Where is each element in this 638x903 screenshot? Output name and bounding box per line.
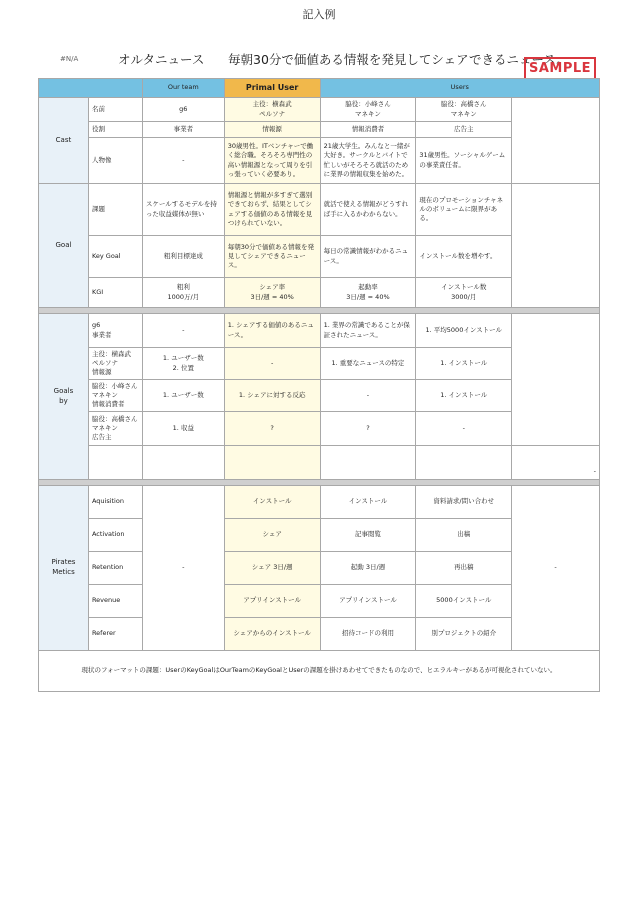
pirates-row-label: Revenue xyxy=(88,585,142,618)
goal-keygoal-cell: 毎朝30分で価値ある情報を発見してシェアできるニュース。 xyxy=(224,236,320,278)
pirates-cell: 別プロジェクトの紹介 xyxy=(416,618,512,651)
goals-by-row-label: 主役：横森武 ペルソナ 情報源 xyxy=(88,348,142,380)
cast-role-cell: 情報源 xyxy=(224,122,320,138)
goals-by-extra-row xyxy=(39,446,600,480)
goal-kgi-cell: 粗利 1000万/月 xyxy=(142,278,224,308)
pirates-row xyxy=(39,486,600,519)
cast-name-cell: 主役：横森武 ペルソナ xyxy=(224,98,320,122)
empty-cell xyxy=(142,446,224,480)
canvas-frame xyxy=(38,78,600,715)
goals-by-cell: 1. 業界の常識であることが保証されたニュース。 xyxy=(320,314,416,348)
goals-by-row-label: g6 事業者 xyxy=(88,314,142,348)
goal-keygoal-cell: 粗利目標達成 xyxy=(142,236,224,278)
document-title: 記入例 xyxy=(302,8,336,21)
goals-by-cell: 1. 平均5000インストール xyxy=(416,314,512,348)
pirates-cell: 起動 3日/週 xyxy=(320,552,416,585)
goals-by-row xyxy=(39,314,600,348)
section-cast: Cast xyxy=(39,98,89,184)
na-label: #N/A xyxy=(60,55,79,63)
goals-by-cell: 1. 重要なニュースの特定 xyxy=(320,348,416,380)
pirates-extra-cell: - xyxy=(512,486,600,651)
pirates-cell: インストール xyxy=(320,486,416,519)
header-row xyxy=(39,79,600,98)
pirates-cell: 資料請求/問い合わせ xyxy=(416,486,512,519)
goal-issue-cell: 情報源と情報が多すぎて選別できておらず、結果としてシェアする価値のある情報を見つけられていない。 xyxy=(224,184,320,236)
cast-persona-cell: 31歳男性。ソーシャルゲームの事業責任者。 xyxy=(416,138,512,184)
section-goal: Goal xyxy=(39,184,89,308)
pirates-cell: 再出稿 xyxy=(416,552,512,585)
pirates-cell: 5000インストール xyxy=(416,585,512,618)
goals-by-cell: ? xyxy=(320,412,416,446)
goals-by-cell: 1. 収益 xyxy=(142,412,224,446)
empty-cell xyxy=(88,446,142,480)
goal-keygoal-cell: インストール数を増やす。 xyxy=(416,236,512,278)
empty-cell xyxy=(416,446,512,480)
goals-by-row-label: 脇役：小峰さん マネキン 情報消費者 xyxy=(88,380,142,412)
goals-by-cell: 1. シェアに対する反応 xyxy=(224,380,320,412)
goal-keygoal-cell: 毎日の常識情報がわかるニュース。 xyxy=(320,236,416,278)
goal-issue-row xyxy=(39,184,600,236)
section-pirates: Pirates Metics xyxy=(39,486,89,651)
cast-name-cell: g6 xyxy=(142,98,224,122)
pirates-cell: シェアからのインストール xyxy=(224,618,320,651)
goals-by-row-label: 脇役：高橋さん マネキン 広告主 xyxy=(88,412,142,446)
cast-name-cell: 脇役：高橋さん マネキン xyxy=(416,98,512,122)
goals-by-cell: - xyxy=(224,348,320,380)
header-blank xyxy=(39,79,143,98)
app-name: オルタニュース xyxy=(118,52,205,67)
header-users: Users xyxy=(320,79,599,98)
goal-kgi-cell: 起動率 3日/週 = 40% xyxy=(320,278,416,308)
pirates-row-label: Retention xyxy=(88,552,142,585)
row-label-persona: 人物像 xyxy=(88,138,142,184)
empty-cell xyxy=(512,98,600,184)
goals-by-cell: 1. ユーザー数 2. 位置 xyxy=(142,348,224,380)
empty-cell xyxy=(512,184,600,308)
cast-name-row xyxy=(39,98,600,122)
empty-cell xyxy=(224,446,320,480)
format-note: 現状のフォーマットの課題：UserのKeyGoalはOurTeamのKeyGoalとUserの課題を掛けあわせてできたものなので、ヒエラルキーがあるが可視化されていない。 xyxy=(39,651,600,692)
pirates-cell: 出稿 xyxy=(416,519,512,552)
cast-name-cell: 脇役：小峰さん マネキン xyxy=(320,98,416,122)
goals-by-cell: ? xyxy=(224,412,320,446)
goals-by-cell: - xyxy=(416,412,512,446)
tagline: 毎朝30分で価値ある情報を発見してシェアできるニュース。 xyxy=(228,52,569,67)
pirates-cell: 招待コードの利用 xyxy=(320,618,416,651)
pirates-cell: アプリインストール xyxy=(224,585,320,618)
cast-persona-cell: - xyxy=(142,138,224,184)
goal-kgi-cell: インストール数 3000/月 xyxy=(416,278,512,308)
goal-kgi-cell: シェア率 3日/週 = 40% xyxy=(224,278,320,308)
goals-by-extra-cell: - xyxy=(512,446,600,480)
header-primal-user: Primal User xyxy=(224,79,320,98)
row-label-role: 役割 xyxy=(88,122,142,138)
goals-by-cell: 1. ユーザー数 xyxy=(142,380,224,412)
sample-stamp: SAMPLE xyxy=(524,57,596,80)
pirates-cell: シェア 3日/週 xyxy=(224,552,320,585)
row-label-issue: 課題 xyxy=(88,184,142,236)
goals-by-cell: 1. シェアする価値のあるニュース。 xyxy=(224,314,320,348)
header-our-team: Our team xyxy=(142,79,224,98)
goal-issue-cell: 現在のプロモーションチャネルのボリュームに限界がある。 xyxy=(416,184,512,236)
cast-persona-cell: 21歳大学生。みんなと一緒が大好き。サークルとバイトで忙しいがそろそろ就活のために業界の情報収集を始めた。 xyxy=(320,138,416,184)
goals-by-cell: - xyxy=(142,314,224,348)
note-row xyxy=(39,651,600,692)
cast-role-cell: 情報消費者 xyxy=(320,122,416,138)
pirates-cell: アプリインストール xyxy=(320,585,416,618)
empty-cell xyxy=(512,314,600,446)
pirates-row-label: Referer xyxy=(88,618,142,651)
pirates-cell: インストール xyxy=(224,486,320,519)
cast-role-cell: 事業者 xyxy=(142,122,224,138)
section-goals-by: Goals by xyxy=(39,314,89,480)
cast-persona-cell: 30歳男性。ITベンチャーで働く総合職。そろそろ専門性の高い情報源となって周りを引っ張っていく必要あり。 xyxy=(224,138,320,184)
pirates-row-label: Aquisition xyxy=(88,486,142,519)
row-label-name: 名前 xyxy=(88,98,142,122)
goal-issue-cell: 就活で使える情報がどうすれば手に入るかわからない。 xyxy=(320,184,416,236)
pirates-cell: シェア xyxy=(224,519,320,552)
goals-by-cell: - xyxy=(320,380,416,412)
goal-issue-cell: スケールするモデルを持った収益媒体が無い xyxy=(142,184,224,236)
pirates-row-label: Activation xyxy=(88,519,142,552)
row-label-keygoal: Key Goal xyxy=(88,236,142,278)
row-label-kgi: KGI xyxy=(88,278,142,308)
goals-by-cell: 1. インストール xyxy=(416,348,512,380)
pirates-cell: 記事閲覧 xyxy=(320,519,416,552)
pirates-our-team-cell: - xyxy=(142,486,224,651)
canvas-table xyxy=(38,78,600,692)
cast-role-cell: 広告主 xyxy=(416,122,512,138)
empty-cell xyxy=(320,446,416,480)
goals-by-cell: 1. インストール xyxy=(416,380,512,412)
